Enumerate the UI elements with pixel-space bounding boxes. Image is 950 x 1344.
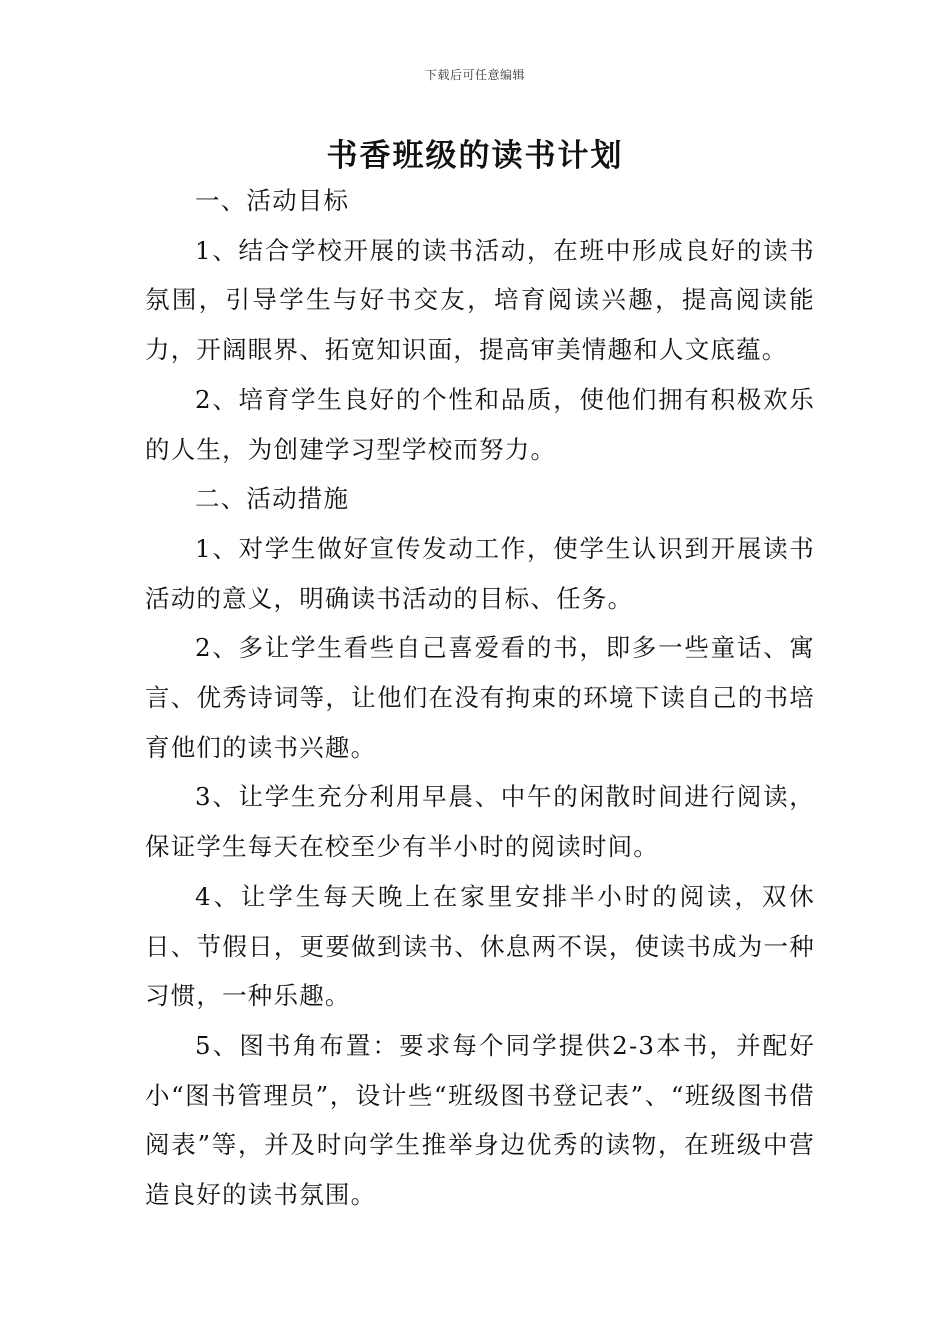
paragraph-measure-3: 3、让学生充分利用早晨、中午的闲散时间进行阅读，保证学生每天在校至少有半小时的阅读时间。 — [145, 782, 815, 862]
paragraph-measure-1: 1、对学生做好宣传发动工作，使学生认识到开展读书活动的意义，明确读书活动的目标、任务。 — [145, 533, 815, 613]
page-title: 书香班级的读书计划 — [326, 138, 624, 174]
section-heading-goals: 一、活动目标 — [195, 186, 350, 215]
header-note: 下载后可任意编辑 — [424, 68, 525, 82]
document-body — [145, 176, 815, 1220]
paragraph-measure-5: 5、图书角布置：要求每个同学提供2-3本书，并配好小“图书管理员”，设计些“班级图书登记表”、“班级图书借阅表”等，并及时向学生推举身边优秀的读物，在班级中营造良好的读书氛围。 — [145, 1030, 815, 1210]
paragraph-goal-2: 2、培育学生良好的个性和品质，使他们拥有积极欢乐的人生，为创建学习型学校而努力。 — [145, 384, 815, 464]
section-heading-measures: 二、活动措施 — [195, 484, 350, 514]
paragraph-goal-1: 1、结合学校开展的读书活动，在班中形成良好的读书氛围，引导学生与好书交友，培育阅读兴趣，提高阅读能力，开阔眼界、拓宽知识面，提高审美情趣和人文底蕴。 — [145, 235, 815, 365]
paragraph-measure-4: 4、让学生每天晚上在家里安排半小时的阅读，双休日、节假日，更要做到读书、休息两不误，使读书成为一种习惯，一种乐趣。 — [145, 881, 815, 1011]
paragraph-measure-2: 2、多让学生看些自己喜爱看的书，即多一些童话、寓言、优秀诗词等，让他们在没有拘束的环境下读自己的书培育他们的读书兴趣。 — [145, 633, 815, 762]
